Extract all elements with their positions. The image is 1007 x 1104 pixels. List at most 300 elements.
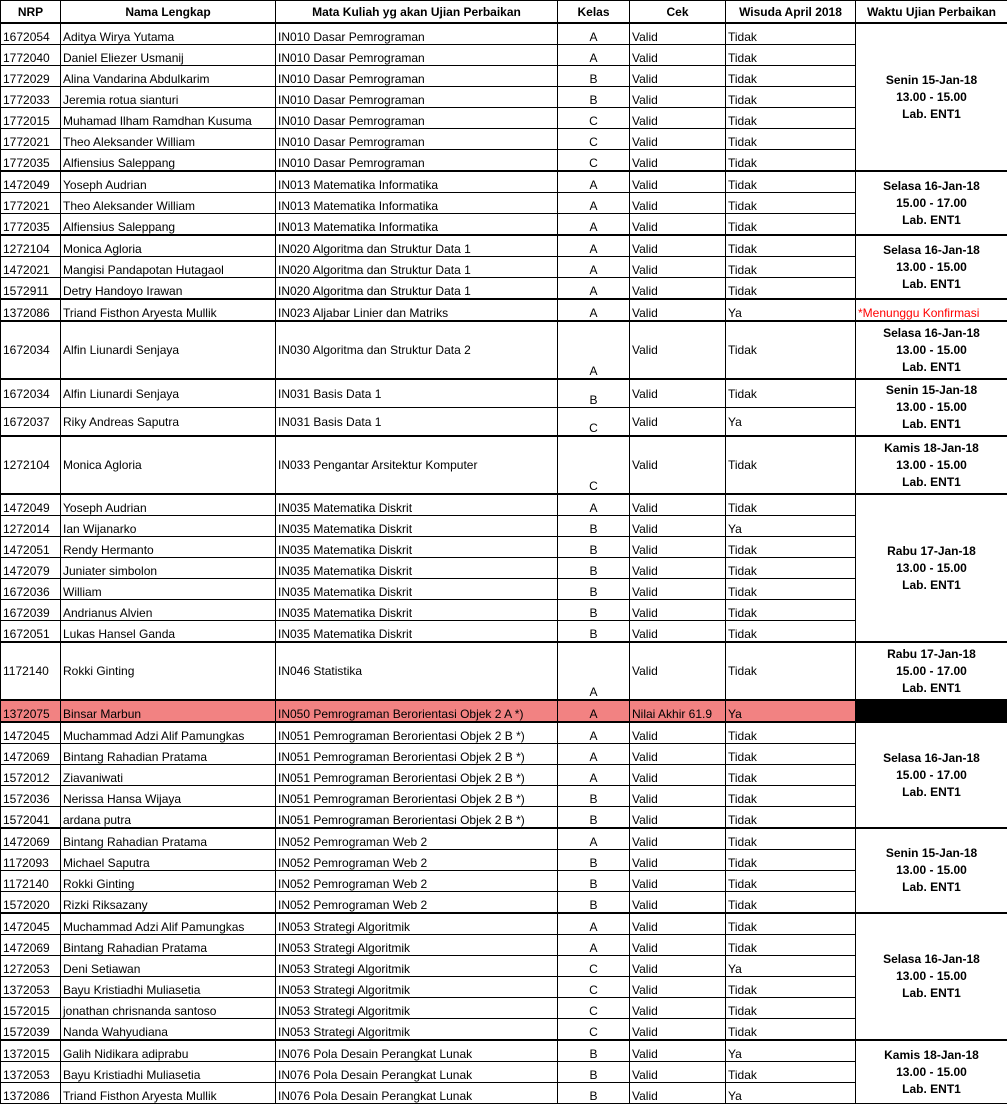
cek-cell: Valid [630, 129, 726, 150]
wisuda-cell: Tidak [726, 494, 856, 516]
nrp-cell: 1272104 [1, 235, 61, 257]
cek-cell: Valid [630, 807, 726, 829]
nama-cell: Muhamad Ilham Ramdhan Kusuma [61, 108, 276, 129]
kelas-cell: B [558, 600, 630, 621]
waktu-room: Lab. ENT1 [858, 474, 1005, 491]
mata-kuliah-cell: IN076 Pola Desain Perangkat Lunak [276, 1062, 558, 1083]
nama-cell: Monica Agloria [61, 436, 276, 494]
wisuda-cell: Tidak [726, 23, 856, 45]
kelas-cell: C [558, 436, 630, 494]
kelas-cell: A [558, 828, 630, 850]
waktu-date: Rabu 17-Jan-18 [858, 543, 1005, 560]
cek-cell: Valid [630, 516, 726, 537]
nrp-cell: 1472069 [1, 744, 61, 765]
wisuda-cell: Tidak [726, 807, 856, 829]
nama-cell: Mangisi Pandapotan Hutagaol [61, 257, 276, 278]
mata-kuliah-cell: IN052 Pemrograman Web 2 [276, 871, 558, 892]
cek-cell: Valid [630, 935, 726, 956]
mata-kuliah-cell: IN050 Pemrograman Berorientasi Objek 2 A *) [276, 700, 558, 722]
mata-kuliah-cell: IN076 Pola Desain Perangkat Lunak [276, 1040, 558, 1062]
mata-kuliah-cell: IN035 Matematika Diskrit [276, 621, 558, 643]
mata-kuliah-cell: IN033 Pengantar Arsitektur Komputer [276, 436, 558, 494]
cek-cell: Valid [630, 23, 726, 45]
nama-cell: Juniater simbolon [61, 558, 276, 579]
wisuda-cell: Tidak [726, 850, 856, 871]
waktu-cell [856, 23, 1007, 171]
mata-kuliah-cell: IN052 Pemrograman Web 2 [276, 892, 558, 914]
table-row [1, 828, 1007, 850]
wisuda-cell: Tidak [726, 998, 856, 1019]
wisuda-cell: Tidak [726, 436, 856, 494]
waktu-cell [856, 913, 1007, 1040]
nrp-cell: 1572039 [1, 1019, 61, 1041]
kelas-cell: B [558, 558, 630, 579]
header-cek: Cek [630, 1, 726, 24]
cek-cell: Valid [630, 299, 726, 321]
nrp-cell: 1272104 [1, 436, 61, 494]
wisuda-cell: Tidak [726, 45, 856, 66]
nrp-cell: 1672039 [1, 600, 61, 621]
cek-cell: Valid [630, 579, 726, 600]
waktu-room: Lab. ENT1 [858, 577, 1005, 594]
nrp-cell: 1672034 [1, 379, 61, 408]
kelas-cell: A [558, 278, 630, 300]
table-row [1, 700, 1007, 722]
nrp-cell: 1472049 [1, 494, 61, 516]
nrp-cell: 1472045 [1, 722, 61, 744]
nama-cell: Jeremia rotua sianturi [61, 87, 276, 108]
header-wisuda: Wisuda April 2018 [726, 1, 856, 24]
wisuda-cell: Tidak [726, 66, 856, 87]
cek-cell: Valid [630, 828, 726, 850]
table-row [1, 722, 1007, 744]
waktu-time: 15.00 - 17.00 [858, 767, 1005, 784]
nama-cell: Detry Handoyo Irawan [61, 278, 276, 300]
nama-cell: Rendy Hermanto [61, 537, 276, 558]
waktu-time: 13.00 - 15.00 [858, 1064, 1005, 1081]
cek-cell: Valid [630, 850, 726, 871]
cek-cell: Valid [630, 913, 726, 935]
wisuda-cell: Tidak [726, 621, 856, 643]
nama-cell: Rokki Ginting [61, 642, 276, 700]
wisuda-cell: Ya [726, 299, 856, 321]
mata-kuliah-cell: IN051 Pemrograman Berorientasi Objek 2 B *) [276, 744, 558, 765]
waktu-cell [856, 321, 1007, 379]
nrp-cell: 1572012 [1, 765, 61, 786]
table-row [1, 913, 1007, 935]
cek-cell: Valid [630, 621, 726, 643]
nama-cell: William [61, 579, 276, 600]
wisuda-cell: Tidak [726, 642, 856, 700]
mata-kuliah-cell: IN010 Dasar Pemrograman [276, 23, 558, 45]
nrp-cell: 1572020 [1, 892, 61, 914]
cek-cell: Valid [630, 871, 726, 892]
kelas-cell: A [558, 642, 630, 700]
wisuda-cell: Tidak [726, 235, 856, 257]
mata-kuliah-cell: IN051 Pemrograman Berorientasi Objek 2 B *) [276, 786, 558, 807]
nrp-cell: 1772033 [1, 87, 61, 108]
waktu-time: 13.00 - 15.00 [858, 399, 1005, 416]
nama-cell: Deni Setiawan [61, 956, 276, 977]
nama-cell: Ian Wijanarko [61, 516, 276, 537]
waktu-time: 15.00 - 17.00 [858, 663, 1005, 680]
nama-cell: Riky Andreas Saputra [61, 408, 276, 437]
waktu-room: Lab. ENT1 [858, 784, 1005, 801]
waktu-cell [856, 171, 1007, 235]
mata-kuliah-cell: IN010 Dasar Pemrograman [276, 45, 558, 66]
nrp-cell: 1472049 [1, 171, 61, 193]
kelas-cell: B [558, 516, 630, 537]
mata-kuliah-cell: IN053 Strategi Algoritmik [276, 956, 558, 977]
waktu-cell [856, 722, 1007, 828]
mata-kuliah-cell: IN052 Pemrograman Web 2 [276, 850, 558, 871]
kelas-cell: B [558, 807, 630, 829]
waktu-date: Rabu 17-Jan-18 [858, 646, 1005, 663]
kelas-cell: C [558, 956, 630, 977]
nrp-cell: 1372053 [1, 1062, 61, 1083]
wisuda-cell: Tidak [726, 537, 856, 558]
table-row [1, 1040, 1007, 1062]
cek-cell: Valid [630, 558, 726, 579]
mata-kuliah-cell: IN013 Matematika Informatika [276, 171, 558, 193]
cek-cell: Valid [630, 257, 726, 278]
waktu-date: Senin 15-Jan-18 [858, 845, 1005, 862]
mata-kuliah-cell: IN010 Dasar Pemrograman [276, 108, 558, 129]
nrp-cell: 1772029 [1, 66, 61, 87]
waktu-date: Senin 15-Jan-18 [858, 72, 1005, 89]
wisuda-cell: Tidak [726, 913, 856, 935]
cek-cell: Valid [630, 977, 726, 998]
mata-kuliah-cell: IN053 Strategi Algoritmik [276, 913, 558, 935]
nrp-cell: 1772021 [1, 193, 61, 214]
cek-cell: Valid [630, 150, 726, 172]
waktu-cell [856, 494, 1007, 642]
mata-kuliah-cell: IN053 Strategi Algoritmik [276, 1019, 558, 1041]
kelas-cell: A [558, 935, 630, 956]
cek-cell: Valid [630, 892, 726, 914]
nrp-cell: 1772040 [1, 45, 61, 66]
mata-kuliah-cell: IN035 Matematika Diskrit [276, 516, 558, 537]
wisuda-cell: Tidak [726, 278, 856, 300]
cek-cell: Valid [630, 66, 726, 87]
nama-cell: Bintang Rahadian Pratama [61, 744, 276, 765]
mata-kuliah-cell: IN035 Matematika Diskrit [276, 537, 558, 558]
wisuda-cell: Ya [726, 516, 856, 537]
mata-kuliah-cell: IN035 Matematika Diskrit [276, 600, 558, 621]
waktu-cell [856, 379, 1007, 436]
waktu-time: 13.00 - 15.00 [858, 862, 1005, 879]
table-row [1, 235, 1007, 257]
kelas-cell: A [558, 193, 630, 214]
mata-kuliah-cell: IN035 Matematika Diskrit [276, 558, 558, 579]
nrp-cell: 1472045 [1, 913, 61, 935]
cek-cell: Valid [630, 786, 726, 807]
cek-cell: Valid [630, 722, 726, 744]
mata-kuliah-cell: IN020 Algoritma dan Struktur Data 1 [276, 278, 558, 300]
waktu-date: Senin 15-Jan-18 [858, 382, 1005, 399]
nrp-cell: 1372075 [1, 700, 61, 722]
cek-cell: Valid [630, 600, 726, 621]
wisuda-cell: Tidak [726, 744, 856, 765]
waktu-room: Lab. ENT1 [858, 680, 1005, 697]
waktu-time: 13.00 - 15.00 [858, 89, 1005, 106]
nama-cell: Alina Vandarina Abdulkarim [61, 66, 276, 87]
nrp-cell: 1672036 [1, 579, 61, 600]
table-row [1, 23, 1007, 45]
kelas-cell: C [558, 108, 630, 129]
nama-cell: Michael Saputra [61, 850, 276, 871]
waktu-date: Selasa 16-Jan-18 [858, 325, 1005, 342]
cek-cell: Valid [630, 765, 726, 786]
cek-cell: Valid [630, 87, 726, 108]
table-row [1, 299, 1007, 321]
nrp-cell: 1772035 [1, 214, 61, 236]
wisuda-cell: Ya [726, 956, 856, 977]
nama-cell: Nerissa Hansa Wijaya [61, 786, 276, 807]
kelas-cell: B [558, 892, 630, 914]
waktu-room: Lab. ENT1 [858, 212, 1005, 229]
nama-cell: Nanda Wahyudiana [61, 1019, 276, 1041]
nrp-cell: 1772021 [1, 129, 61, 150]
mata-kuliah-cell: IN010 Dasar Pemrograman [276, 87, 558, 108]
nama-cell: Aditya Wirya Yutama [61, 23, 276, 45]
nama-cell: Theo Aleksander William [61, 193, 276, 214]
mata-kuliah-cell: IN030 Algoritma dan Struktur Data 2 [276, 321, 558, 379]
nama-cell: ardana putra [61, 807, 276, 829]
cek-cell: Valid [630, 278, 726, 300]
cek-cell: Valid [630, 379, 726, 408]
kelas-cell: A [558, 257, 630, 278]
waktu-date: Selasa 16-Jan-18 [858, 242, 1005, 259]
wisuda-cell: Tidak [726, 193, 856, 214]
nrp-cell: 1372086 [1, 299, 61, 321]
nama-cell: Alfiensius Saleppang [61, 150, 276, 172]
kelas-cell: A [558, 744, 630, 765]
wisuda-cell: Tidak [726, 214, 856, 236]
cek-cell: Valid [630, 642, 726, 700]
cek-cell: Valid [630, 1019, 726, 1041]
wisuda-cell: Tidak [726, 892, 856, 914]
waktu-date: Selasa 16-Jan-18 [858, 951, 1005, 968]
nama-cell: Rokki Ginting [61, 871, 276, 892]
nama-cell: Theo Aleksander William [61, 129, 276, 150]
mata-kuliah-cell: IN020 Algoritma dan Struktur Data 1 [276, 257, 558, 278]
kelas-cell: B [558, 871, 630, 892]
kelas-cell: B [558, 1062, 630, 1083]
waktu-cell [856, 436, 1007, 494]
nama-cell: Yoseph Audrian [61, 171, 276, 193]
nrp-cell: 1372015 [1, 1040, 61, 1062]
nama-cell: jonathan chrisnanda santoso [61, 998, 276, 1019]
waktu-room: Lab. ENT1 [858, 1081, 1005, 1098]
mata-kuliah-cell: IN010 Dasar Pemrograman [276, 66, 558, 87]
nama-cell: Rizki Riksazany [61, 892, 276, 914]
mata-kuliah-cell: IN051 Pemrograman Berorientasi Objek 2 B *) [276, 765, 558, 786]
nama-cell: Galih Nidikara adiprabu [61, 1040, 276, 1062]
wisuda-cell: Tidak [726, 722, 856, 744]
mata-kuliah-cell: IN013 Matematika Informatika [276, 193, 558, 214]
cek-cell: Valid [630, 108, 726, 129]
cek-cell: Valid [630, 45, 726, 66]
nrp-cell: 1572041 [1, 807, 61, 829]
cek-cell: Valid [630, 1040, 726, 1062]
cek-cell: Valid [630, 214, 726, 236]
wisuda-cell: Tidak [726, 108, 856, 129]
wisuda-cell: Tidak [726, 828, 856, 850]
waktu-room: Lab. ENT1 [858, 416, 1005, 433]
mata-kuliah-cell: IN076 Pola Desain Perangkat Lunak [276, 1083, 558, 1104]
waktu-date: Kamis 18-Jan-18 [858, 1047, 1005, 1064]
waktu-cell-empty [856, 700, 1007, 722]
mata-kuliah-cell: IN010 Dasar Pemrograman [276, 150, 558, 172]
cek-cell: Valid [630, 1083, 726, 1104]
kelas-cell: A [558, 23, 630, 45]
kelas-cell: A [558, 913, 630, 935]
cek-cell: Valid [630, 321, 726, 379]
kelas-cell: C [558, 408, 630, 437]
cek-cell: Valid [630, 494, 726, 516]
kelas-cell: A [558, 235, 630, 257]
waktu-time: 13.00 - 15.00 [858, 342, 1005, 359]
nrp-cell: 1472069 [1, 828, 61, 850]
mata-kuliah-cell: IN013 Matematika Informatika [276, 214, 558, 236]
mata-kuliah-cell: IN023 Aljabar Linier dan Matriks [276, 299, 558, 321]
wisuda-cell: Ya [726, 700, 856, 722]
nrp-cell: 1772015 [1, 108, 61, 129]
kelas-cell: A [558, 299, 630, 321]
waktu-cell [856, 828, 1007, 913]
kelas-cell: A [558, 494, 630, 516]
table-row [1, 642, 1007, 700]
kelas-cell: C [558, 977, 630, 998]
header-kelas: Kelas [558, 1, 630, 24]
kelas-cell: B [558, 1040, 630, 1062]
cek-cell: Nilai Akhir 61.9 [630, 700, 726, 722]
nama-cell: Yoseph Audrian [61, 494, 276, 516]
nrp-cell: 1372086 [1, 1083, 61, 1104]
wisuda-cell: Tidak [726, 379, 856, 408]
nama-cell: Triand Fisthon Aryesta Mullik [61, 299, 276, 321]
header-waktu: Waktu Ujian Perbaikan [856, 1, 1007, 24]
mata-kuliah-cell: IN046 Statistika [276, 642, 558, 700]
cek-cell: Valid [630, 193, 726, 214]
kelas-cell: C [558, 1019, 630, 1041]
nrp-cell: 1572911 [1, 278, 61, 300]
mata-kuliah-cell: IN052 Pemrograman Web 2 [276, 828, 558, 850]
nrp-cell: 1272053 [1, 956, 61, 977]
kelas-cell: A [558, 765, 630, 786]
kelas-cell: A [558, 214, 630, 236]
header-mata-kuliah: Mata Kuliah yg akan Ujian Perbaikan [276, 1, 558, 24]
waktu-date: Kamis 18-Jan-18 [858, 440, 1005, 457]
waktu-cell [856, 235, 1007, 299]
kelas-cell: B [558, 621, 630, 643]
table-row [1, 321, 1007, 379]
cek-cell: Valid [630, 408, 726, 437]
waktu-date: Selasa 16-Jan-18 [858, 750, 1005, 767]
mata-kuliah-cell: IN051 Pemrograman Berorientasi Objek 2 B *) [276, 722, 558, 744]
nama-cell: Bintang Rahadian Pratama [61, 828, 276, 850]
mata-kuliah-cell: IN010 Dasar Pemrograman [276, 129, 558, 150]
wisuda-cell: Tidak [726, 558, 856, 579]
wisuda-cell: Ya [726, 1083, 856, 1104]
nrp-cell: 1172093 [1, 850, 61, 871]
kelas-cell: A [558, 722, 630, 744]
cek-cell: Valid [630, 1062, 726, 1083]
waktu-date: Selasa 16-Jan-18 [858, 178, 1005, 195]
wisuda-cell: Tidak [726, 765, 856, 786]
cek-cell: Valid [630, 537, 726, 558]
kelas-cell: A [558, 700, 630, 722]
mata-kuliah-cell: IN051 Pemrograman Berorientasi Objek 2 B *) [276, 807, 558, 829]
wisuda-cell: Tidak [726, 321, 856, 379]
nama-cell: Bayu Kristiadhi Muliasetia [61, 1062, 276, 1083]
mata-kuliah-cell: IN053 Strategi Algoritmik [276, 998, 558, 1019]
wisuda-cell: Tidak [726, 977, 856, 998]
table-body [1, 23, 1007, 1104]
kelas-cell: B [558, 66, 630, 87]
nama-cell: Andrianus Alvien [61, 600, 276, 621]
waktu-time: 13.00 - 15.00 [858, 259, 1005, 276]
nrp-cell: 1672051 [1, 621, 61, 643]
nrp-cell: 1272014 [1, 516, 61, 537]
kelas-cell: C [558, 998, 630, 1019]
table-row [1, 494, 1007, 516]
wisuda-cell: Tidak [726, 1019, 856, 1041]
kelas-cell: A [558, 171, 630, 193]
nrp-cell: 1172140 [1, 642, 61, 700]
table-row [1, 171, 1007, 193]
mata-kuliah-cell: IN053 Strategi Algoritmik [276, 977, 558, 998]
kelas-cell: B [558, 786, 630, 807]
nrp-cell: 1772035 [1, 150, 61, 172]
kelas-cell: B [558, 850, 630, 871]
waktu-time: 15.00 - 17.00 [858, 195, 1005, 212]
waktu-room: Lab. ENT1 [858, 106, 1005, 123]
kelas-cell: B [558, 1083, 630, 1104]
cek-cell: Valid [630, 956, 726, 977]
wisuda-cell: Tidak [726, 129, 856, 150]
nrp-cell: 1672054 [1, 23, 61, 45]
wisuda-cell: Tidak [726, 87, 856, 108]
nama-cell: Muchammad Adzi Alif Pamungkas [61, 722, 276, 744]
waktu-time: 13.00 - 15.00 [858, 560, 1005, 577]
nama-cell: Binsar Marbun [61, 700, 276, 722]
wisuda-cell: Tidak [726, 150, 856, 172]
kelas-cell: A [558, 321, 630, 379]
mata-kuliah-cell: IN020 Algoritma dan Struktur Data 1 [276, 235, 558, 257]
kelas-cell: B [558, 579, 630, 600]
waktu-time: 13.00 - 15.00 [858, 968, 1005, 985]
nama-cell: Bintang Rahadian Pratama [61, 935, 276, 956]
waktu-time: 13.00 - 15.00 [858, 457, 1005, 474]
nama-cell: Triand Fisthon Aryesta Mullik [61, 1083, 276, 1104]
wisuda-cell: Tidak [726, 257, 856, 278]
waktu-cell [856, 642, 1007, 700]
header-nrp: NRP [1, 1, 61, 24]
kelas-cell: B [558, 537, 630, 558]
wisuda-cell: Tidak [726, 1062, 856, 1083]
nama-cell: Ziavaniwati [61, 765, 276, 786]
nama-cell: Alfin Liunardi Senjaya [61, 321, 276, 379]
nrp-cell: 1472069 [1, 935, 61, 956]
nrp-cell: 1372053 [1, 977, 61, 998]
kelas-cell: B [558, 87, 630, 108]
kelas-cell: A [558, 45, 630, 66]
kelas-cell: B [558, 379, 630, 408]
waktu-pending-note: *Menunggu Konfirmasi [856, 299, 1007, 321]
wisuda-cell: Tidak [726, 871, 856, 892]
